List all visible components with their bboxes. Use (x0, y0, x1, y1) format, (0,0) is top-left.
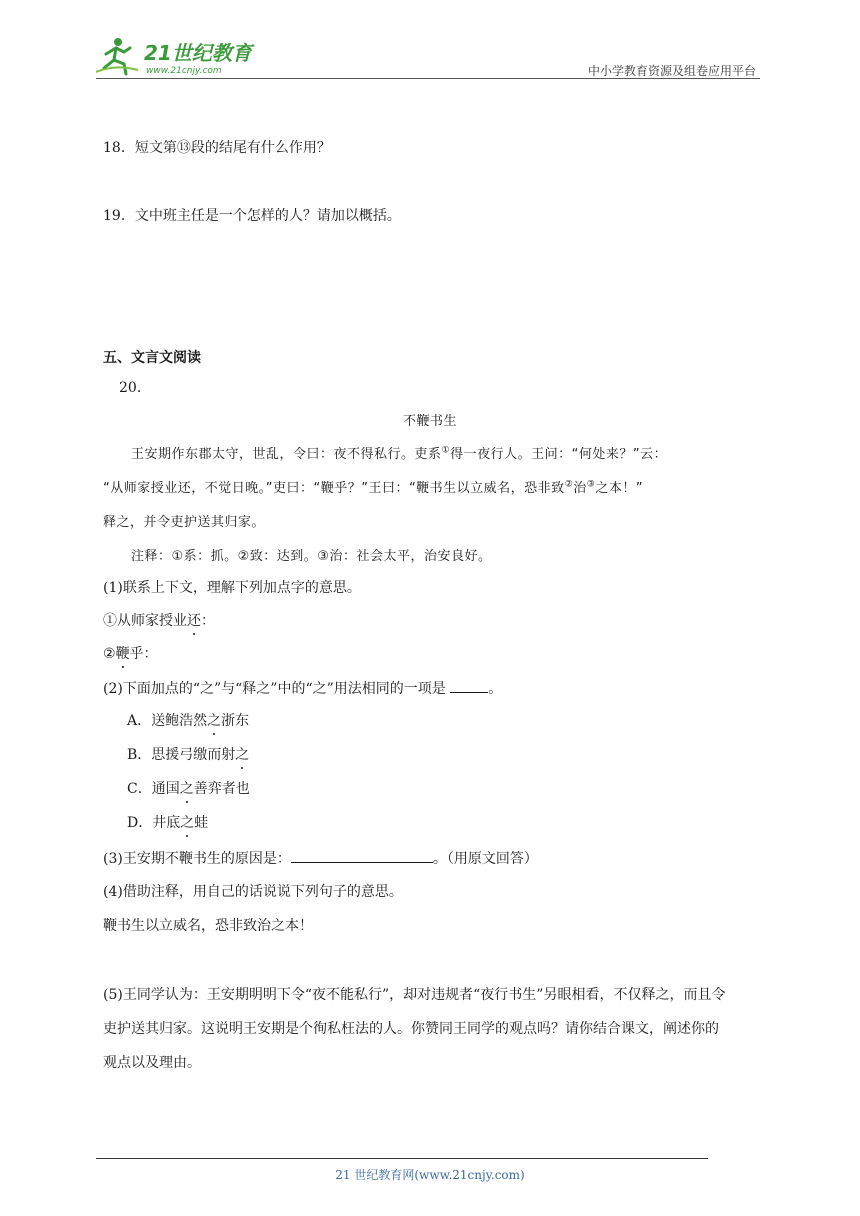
subquestion-5-line-2: 吏护送其归家。这说明王安期是个徇私枉法的人。你赞同王同学的观点吗？请你结合课文，阐述你的 (103, 1021, 719, 1037)
subquestion-2: (2)下面加点的“之”与“释之”中的“之”用法相同的一项是 。 (103, 678, 502, 699)
subquestion-5-line-1: (5)王同学认为：王安期明明下令“夜不能私行”，却对违规者“夜行书生”另眼相看，不仅释之，而且令 (103, 987, 726, 1003)
passage-line-3: 释之，并令吏护送其归家。 (103, 515, 266, 530)
section-heading: 五、文言文阅读 (103, 350, 201, 366)
passage-line-1: 王安期作东郡太守，世乱，令曰：夜不得私行。吏系①得一夜行人。王问：“何处来？”云： (131, 445, 668, 462)
subquestion-3: (3)王安期不鞭书生的原因是： 。（用原文回答） (103, 848, 538, 869)
passage-notes: 注释：①系：抓。②致：达到。③治：社会太平，治安良好。 (131, 549, 492, 564)
subquestion-4-sentence: 鞭书生以立威名，恐非致治之本！ (103, 918, 313, 934)
subquestion-5-line-3: 观点以及理由。 (103, 1055, 201, 1071)
passage-line-2: “从师家授业还，不觉日晚。”吏曰：“鞭乎？”王曰：“鞭书生以立威名，恐非致②治③之本！” (103, 479, 644, 496)
footer-divider (96, 1158, 708, 1159)
answer-blank[interactable] (291, 848, 433, 863)
option-c[interactable]: C．通国之善弈者也 (127, 781, 250, 797)
subquestion-1b: ②鞭乎： (103, 646, 158, 662)
option-a[interactable]: A．送鲍浩然之浙东 (127, 713, 250, 729)
logo-url-text: www.21cnjy.com (146, 66, 222, 76)
subquestion-1a: ①从师家授业还： (103, 613, 215, 629)
note-marker-1: ① (441, 445, 451, 456)
runner-logo-icon (96, 34, 266, 78)
passage-title: 不鞭书生 (402, 414, 457, 429)
option-d[interactable]: D．井底之蛙 (127, 815, 209, 831)
option-b[interactable]: B．思援弓缴而射之 (127, 747, 250, 763)
subquestion-1: (1)联系上下文，理解下列加点字的意思。 (103, 580, 361, 596)
platform-name: 中小学教育资源及组卷应用平台 (587, 64, 756, 78)
question-18: 18．短文第⑬段的结尾有什么作用？ (103, 140, 331, 156)
question-20-number: 20． (119, 380, 151, 396)
dotted-char: 鞭 (115, 646, 130, 662)
site-logo (96, 34, 266, 78)
question-19: 19．文中班主任是一个怎样的人？请加以概括。 (103, 208, 401, 224)
footer-link[interactable]: 21 世纪教育网(www.21cnjy.com) (335, 1168, 525, 1182)
note-marker-2: ② (564, 479, 574, 490)
header-divider (96, 78, 760, 79)
logo-text: 21世纪教育 (144, 41, 252, 65)
subquestion-4: (4)借助注释，用自己的话说说下列句子的意思。 (103, 884, 403, 900)
answer-blank[interactable] (450, 678, 488, 693)
dotted-char: 还 (187, 613, 201, 629)
note-marker-3: ③ (586, 479, 596, 490)
